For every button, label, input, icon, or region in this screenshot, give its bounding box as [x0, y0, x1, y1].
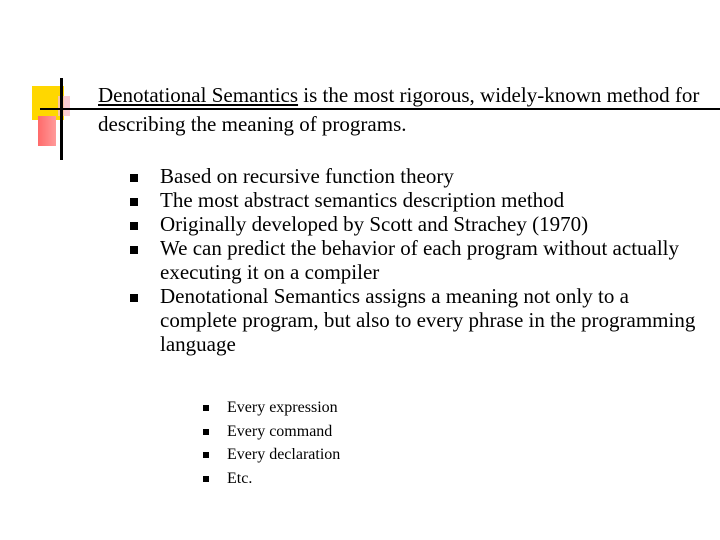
- title-term-link[interactable]: Denotational Semantics: [98, 83, 299, 107]
- sub-bullet-item: [203, 467, 503, 491]
- square-bullet-icon: [130, 294, 138, 302]
- square-bullet-icon: [203, 452, 209, 458]
- bullet-item: [130, 212, 705, 236]
- main-bullet-list: [130, 164, 705, 356]
- bullet-item: [130, 164, 705, 188]
- decor-red-square: [38, 116, 56, 146]
- bullet-item: [130, 284, 705, 356]
- square-bullet-icon: [130, 246, 138, 254]
- sub-bullet-text: Etc.: [227, 469, 253, 487]
- sub-bullet-item: [203, 420, 503, 444]
- sub-bullet-item: [203, 443, 503, 467]
- bullet-text: The most abstract semantics description method: [160, 188, 565, 212]
- sub-bullet-list: [203, 396, 503, 490]
- title-rest: is the most rigorous, widely-known method for describing the meaning of programs.: [98, 83, 700, 136]
- square-bullet-icon: [203, 405, 209, 411]
- slide-title: [98, 81, 708, 139]
- sub-bullet-item: [203, 396, 503, 420]
- square-bullet-icon: [130, 174, 138, 182]
- bullet-text: Based on recursive function theory: [160, 164, 454, 188]
- bullet-text: Originally developed by Scott and Strachey (1970): [160, 212, 589, 236]
- bullet-text: We can predict the behavior of each program without actually executing it on a compiler: [160, 236, 680, 284]
- square-bullet-icon: [130, 222, 138, 230]
- bullet-item: [130, 236, 705, 284]
- decor-vertical-rule: [60, 78, 63, 160]
- sub-bullet-text: Every command: [227, 422, 333, 440]
- bullet-item: [130, 188, 705, 212]
- sub-bullet-text: Every declaration: [227, 446, 341, 463]
- sub-bullet-text: Every expression: [227, 399, 338, 416]
- bullet-text: Denotational Semantics assigns a meaning not only to a complete program, but also to every phrase in the programming language: [160, 284, 696, 356]
- square-bullet-icon: [130, 198, 138, 206]
- square-bullet-icon: [203, 429, 209, 435]
- square-bullet-icon: [203, 476, 209, 482]
